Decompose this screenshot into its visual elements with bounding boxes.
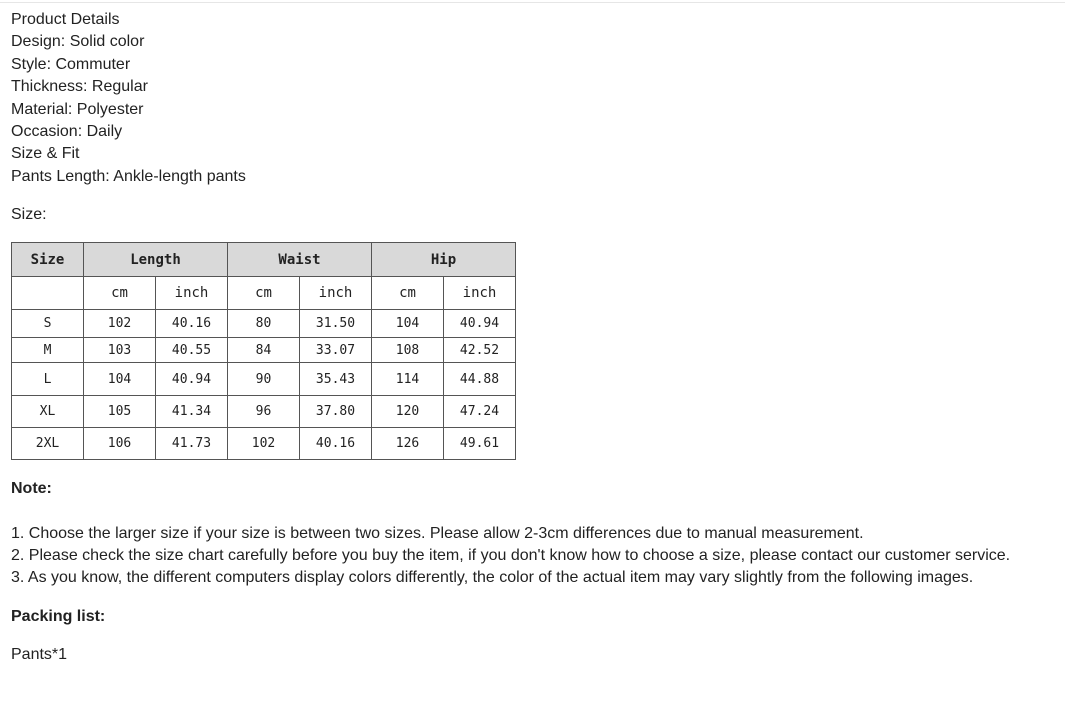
table-cell: 80: [228, 310, 300, 338]
table-row: [12, 428, 516, 460]
table-cell: 104: [372, 310, 444, 338]
table-cell: 105: [84, 396, 156, 428]
unit-cell: inch: [156, 277, 228, 310]
table-cell: 114: [372, 363, 444, 396]
table-cell: 49.61: [444, 428, 516, 460]
note-heading: Note:: [11, 480, 52, 497]
detail-pants-length: Pants Length: Ankle-length pants: [11, 167, 246, 185]
table-cell: S: [12, 310, 84, 338]
top-divider: [0, 2, 1065, 3]
detail-thickness: Thickness: Regular: [11, 78, 148, 96]
header-length: Length: [84, 243, 228, 277]
size-label: Size:: [11, 206, 47, 223]
table-cell: 40.94: [156, 363, 228, 396]
table-cell: 106: [84, 428, 156, 460]
table-cell: 40.16: [300, 428, 372, 460]
table-cell: 41.73: [156, 428, 228, 460]
table-cell: 44.88: [444, 363, 516, 396]
table-row: [12, 338, 516, 363]
note-item: 1. Choose the larger size if your size is between two sizes. Please allow 2-3cm differences due to manual measurement.: [11, 525, 864, 542]
table-row: [12, 310, 516, 338]
table-cell: 35.43: [300, 363, 372, 396]
detail-occasion: Occasion: Daily: [11, 123, 123, 141]
detail-design: Design: Solid color: [11, 33, 145, 51]
product-details: [11, 9, 246, 188]
unit-cell: inch: [300, 277, 372, 310]
table-cell: 126: [372, 428, 444, 460]
detail-material: Material: Polyester: [11, 100, 144, 118]
table-cell: 103: [84, 338, 156, 363]
table-cell: 40.94: [444, 310, 516, 338]
packing-list-heading: Packing list:: [11, 608, 106, 625]
table-cell: 96: [228, 396, 300, 428]
table-cell: 84: [228, 338, 300, 363]
table-cell: 42.52: [444, 338, 516, 363]
table-row: [12, 363, 516, 396]
table-cell: 33.07: [300, 338, 372, 363]
note-item: 2. Please check the size chart carefully before you buy the item, if you don't know how to choose a size, please contact our customer service.: [11, 547, 1011, 564]
table-cell: M: [12, 338, 84, 363]
table-row: [12, 396, 516, 428]
table-cell: 37.80: [300, 396, 372, 428]
detail-style: Style: Commuter: [11, 55, 131, 73]
table-header-row: [12, 243, 516, 277]
table-cell: 47.24: [444, 396, 516, 428]
table-cell: 40.16: [156, 310, 228, 338]
unit-cell: inch: [444, 277, 516, 310]
size-fit-heading: Size & Fit: [11, 145, 80, 163]
unit-cell: cm: [228, 277, 300, 310]
table-units-row: [12, 277, 516, 310]
header-size: Size: [12, 243, 84, 277]
header-waist: Waist: [228, 243, 372, 277]
notes-list: [11, 523, 1010, 589]
table-cell: 104: [84, 363, 156, 396]
unit-cell: cm: [372, 277, 444, 310]
table-cell: 31.50: [300, 310, 372, 338]
table-cell: 90: [228, 363, 300, 396]
table-cell: 2XL: [12, 428, 84, 460]
unit-blank: [12, 277, 84, 310]
table-cell: 102: [84, 310, 156, 338]
unit-cell: cm: [84, 277, 156, 310]
table-cell: 102: [228, 428, 300, 460]
header-hip: Hip: [372, 243, 516, 277]
table-cell: 41.34: [156, 396, 228, 428]
table-cell: 120: [372, 396, 444, 428]
table-cell: L: [12, 363, 84, 396]
note-item: 3. As you know, the different computers display colors differently, the color of the actual item may vary slightly from the following images.: [11, 569, 974, 586]
table-cell: 108: [372, 338, 444, 363]
table-cell: XL: [12, 396, 84, 428]
table-cell: 40.55: [156, 338, 228, 363]
details-heading: Product Details: [11, 11, 120, 28]
packing-list-item: Pants*1: [11, 646, 68, 663]
size-chart-table: [11, 242, 516, 460]
